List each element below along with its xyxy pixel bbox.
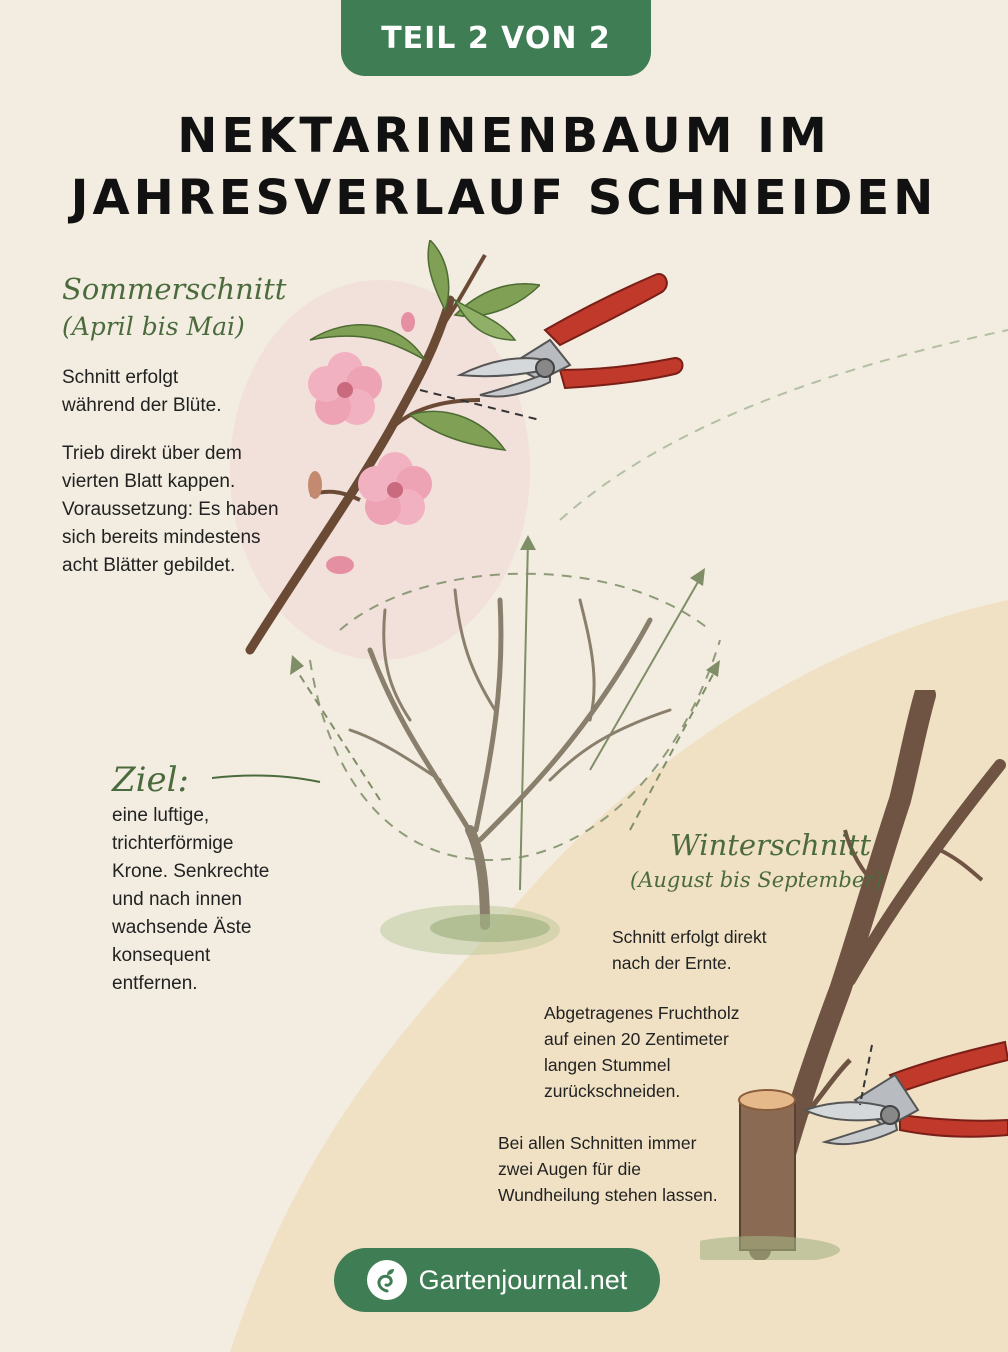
winter-text-1 (612, 924, 767, 976)
summer-heading: Sommerschnitt (62, 272, 287, 306)
summer-text-1-line-1: Schnitt erfolgt (62, 367, 179, 388)
goal-heading: Ziel: (112, 760, 189, 800)
winter-text-3-line-2: zwei Augen für die (498, 1159, 642, 1179)
blossom-flower-1 (308, 352, 382, 425)
summer-text-2-line-5: acht Blätter gebildet. (62, 555, 236, 576)
summer-period: (April bis Mai) (62, 312, 245, 341)
page-title-line-1: NEKTARINENBAUM IM (177, 108, 831, 164)
winter-text-2-line-2: auf einen 20 Zentimeter (544, 1029, 729, 1049)
brand-footer[interactable] (334, 1248, 660, 1312)
winter-text-3 (498, 1130, 718, 1208)
winter-period: (August bis September) (630, 868, 883, 892)
page-title-line-2: JAHRESVERLAUF SCHNEIDEN (70, 170, 938, 226)
brand-name: Gartenjournal.net (418, 1264, 628, 1295)
winter-text-2-line-4: zurückschneiden. (544, 1081, 681, 1101)
winter-text-2-line-1: Abgetragenes Fruchtholz (544, 1003, 740, 1023)
winter-text-3-line-3: Wundheilung stehen lassen. (498, 1185, 718, 1205)
goal-text-line-2: trichterförmige (112, 833, 234, 854)
winter-heading: Winterschnitt (670, 828, 871, 862)
goal-text (112, 802, 269, 998)
summer-text-1 (62, 364, 222, 420)
winter-text-2-line-3: langen Stummel (544, 1055, 671, 1075)
goal-text-line-1: eine luftige, (112, 805, 210, 826)
winter-text-1-line-1: Schnitt erfolgt direkt (612, 927, 767, 947)
part-badge: TEIL 2 VON 2 (341, 0, 651, 76)
goal-text-line-7: entfernen. (112, 973, 198, 994)
summer-text-2-line-1: Trieb direkt über dem (62, 443, 242, 464)
summer-text-1-line-2: während der Blüte. (62, 395, 222, 416)
summer-text-2-line-4: sich bereits mindestens (62, 527, 261, 548)
gartenjournal-leaf-logo-icon (367, 1260, 407, 1300)
winter-text-3-line-1: Bei allen Schnitten immer (498, 1133, 697, 1153)
goal-text-line-3: Krone. Senkrechte (112, 861, 270, 882)
winter-text-2 (544, 1000, 740, 1104)
goal-pointer-line (212, 768, 322, 788)
summer-text-2-line-3: Voraussetzung: Es haben (62, 499, 279, 520)
summer-text-2-line-2: vierten Blatt kappen. (62, 471, 236, 492)
goal-text-line-4: und nach innen (112, 889, 242, 910)
pruning-shears-icon (450, 270, 685, 420)
winter-text-1-line-2: nach der Ernte. (612, 953, 732, 973)
winter-pruning-shears-icon (800, 1030, 1008, 1160)
goal-text-line-5: wachsende Äste (112, 917, 252, 938)
goal-text-line-6: konsequent (112, 945, 211, 966)
